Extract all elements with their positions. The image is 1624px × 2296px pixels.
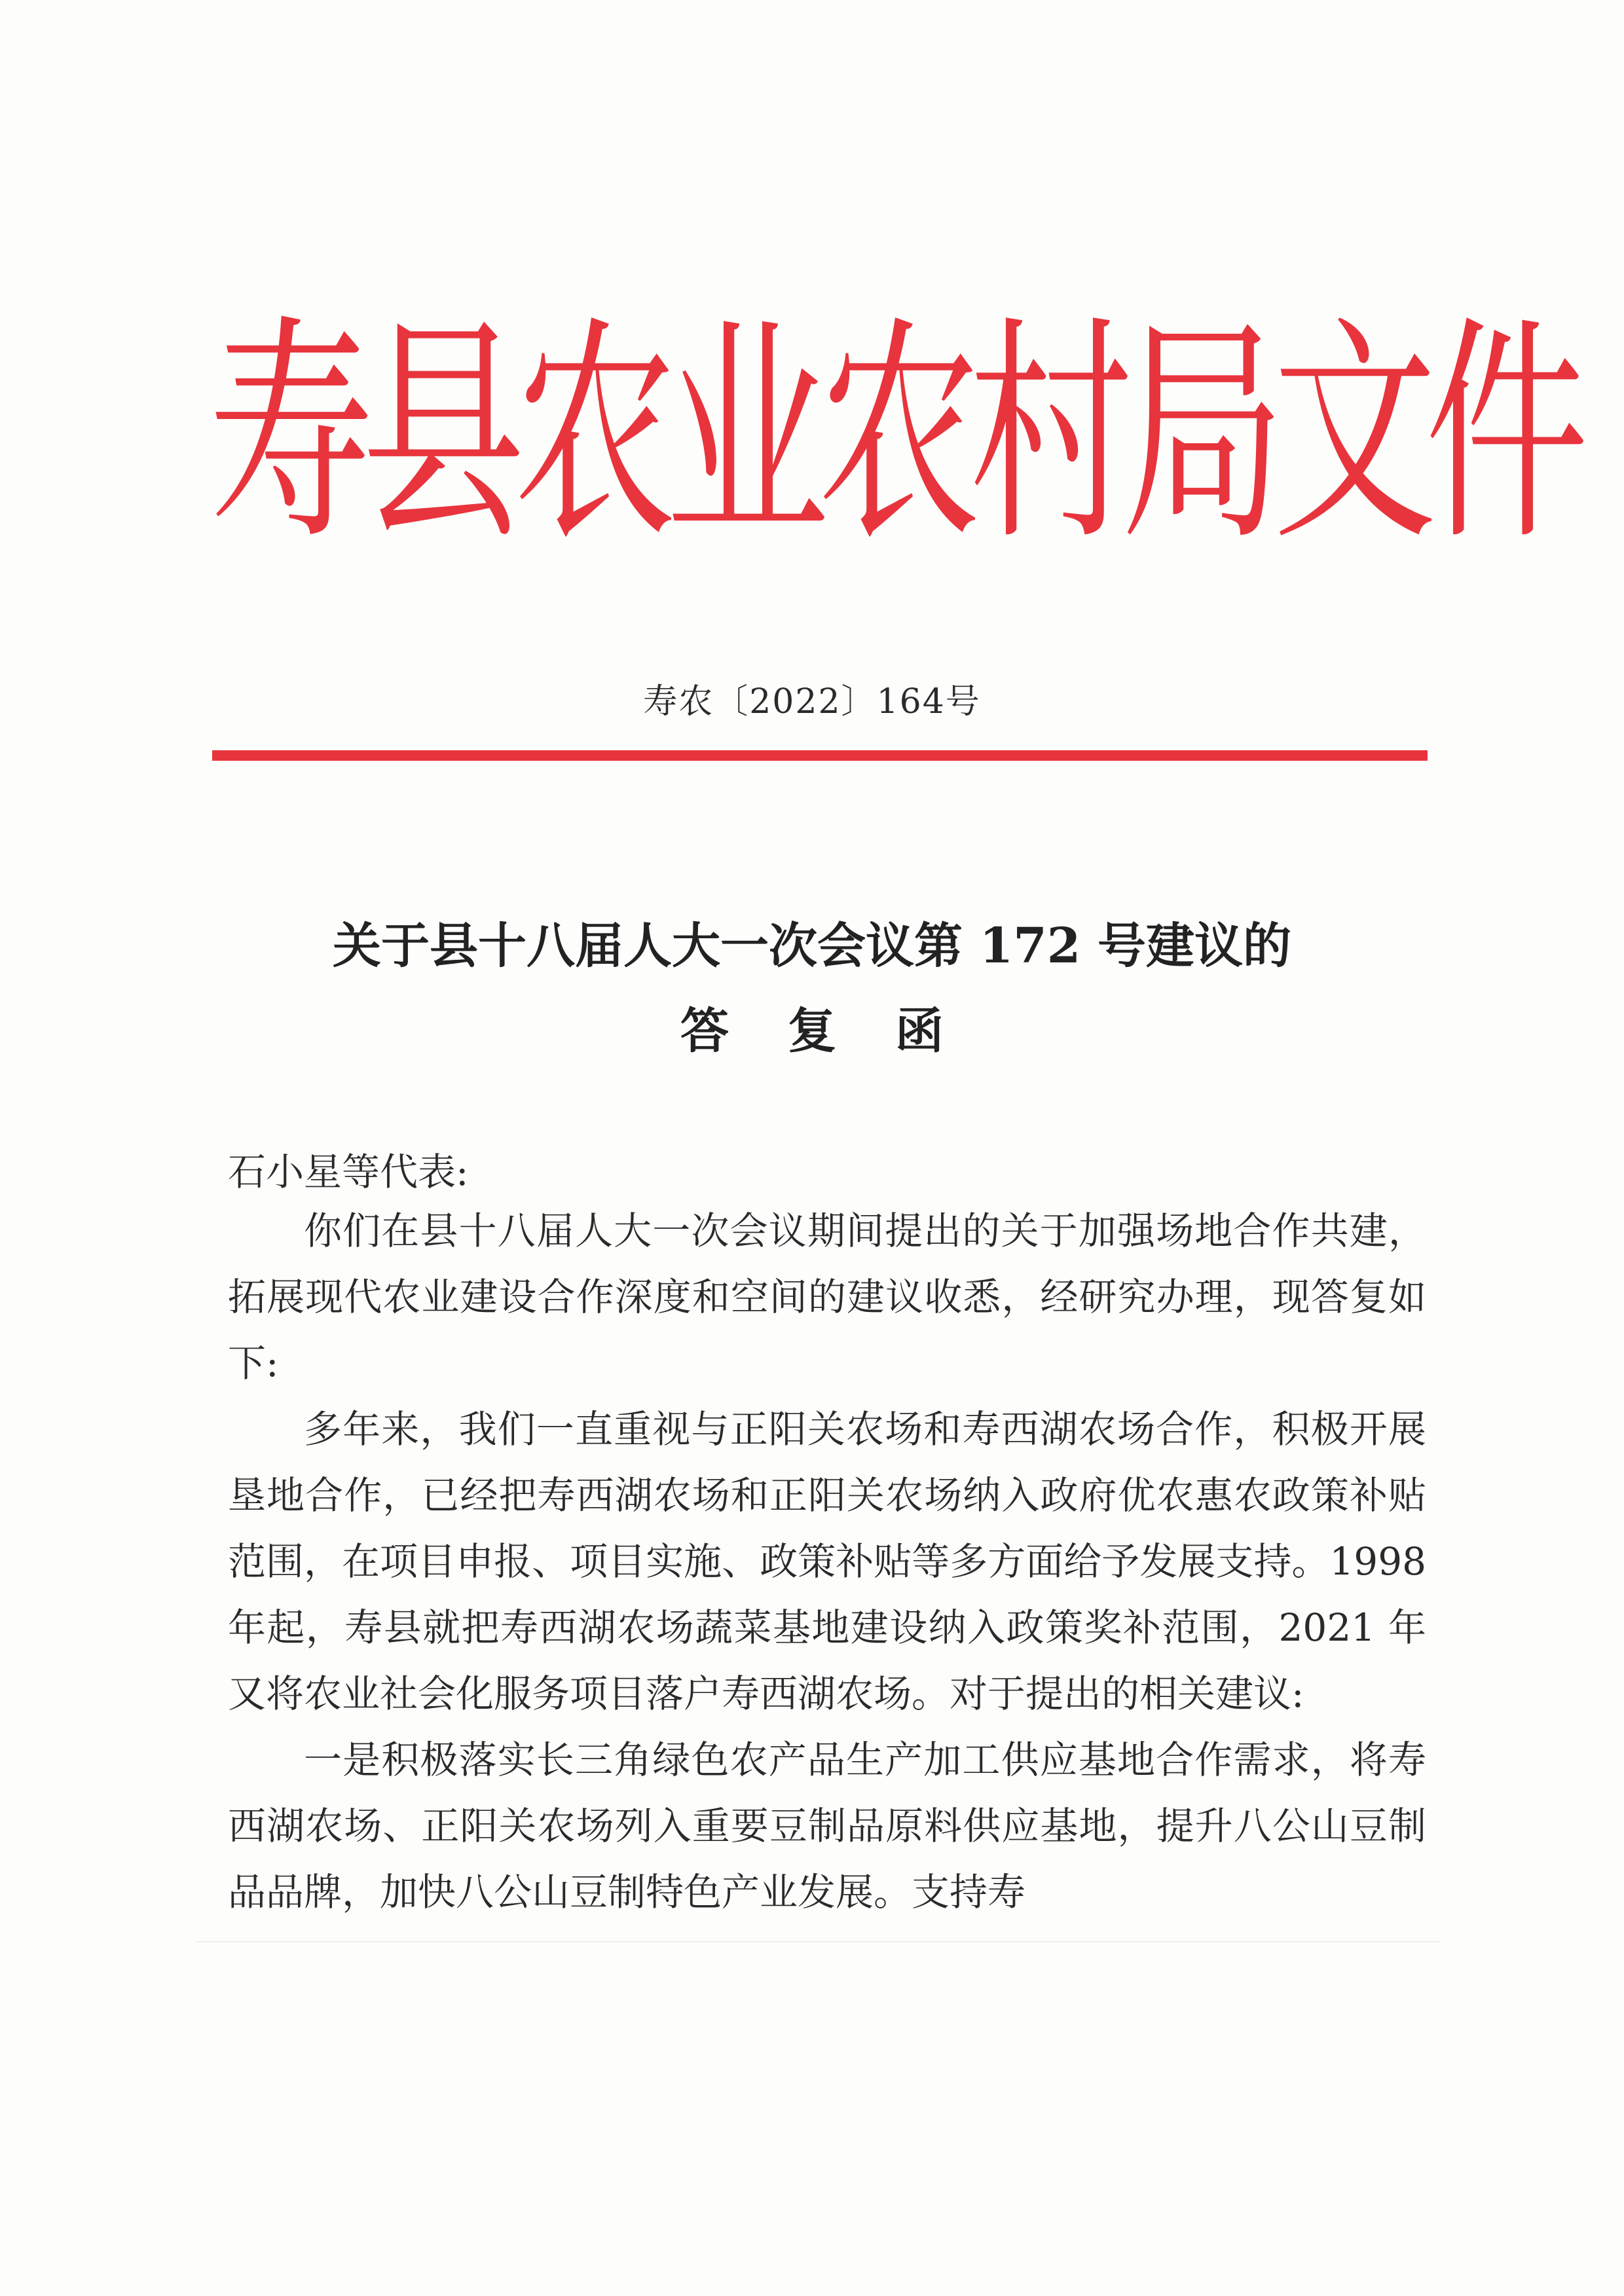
scan-artifact-line — [196, 1941, 1441, 1942]
salutation: 石小星等代表: — [228, 1150, 469, 1194]
body-paragraph: 一是积极落实长三角绿色农产品生产加工供应基地合作需求，将寿西湖农场、正阳关农场列入重要豆制品原料供应基地，提升八公山豆制品品牌，加快八公山豆制特色产业发展。支持寿 — [228, 1738, 1426, 1914]
masthead-title: 寿县农业农村局文件 — [210, 295, 1577, 572]
document-number: 寿农〔2022〕164号 — [643, 682, 981, 721]
red-divider-line — [212, 750, 1428, 761]
body-paragraph: 你们在县十八届人大一次会议期间提出的关于加强场地合作共建，拓展现代农业建设合作深度和空间的建议收悉，经研究办理，现答复如下: — [228, 1209, 1426, 1385]
letter-title-line-2: 答复函 — [680, 1003, 1003, 1059]
letter-body — [228, 1198, 1426, 1925]
body-paragraph: 多年来，我们一直重视与正阳关农场和寿西湖农场合作，积极开展垦地合作，已经把寿西湖农场和正阳关农场纳入政府优农惠农政策补贴范围，在项目申报、项目实施、政策补贴等多方面给予发展支持。1998 年起，寿县就把寿西湖农场蔬菜基地建设纳入政策奖补范围，2021 年又将农业社会化服务项目落户寿西湖农场。对于提出的相关建议: — [228, 1407, 1426, 1716]
letter-title-line-1: 关于县十八届人大一次会议第 172 号建议的 — [333, 918, 1291, 974]
